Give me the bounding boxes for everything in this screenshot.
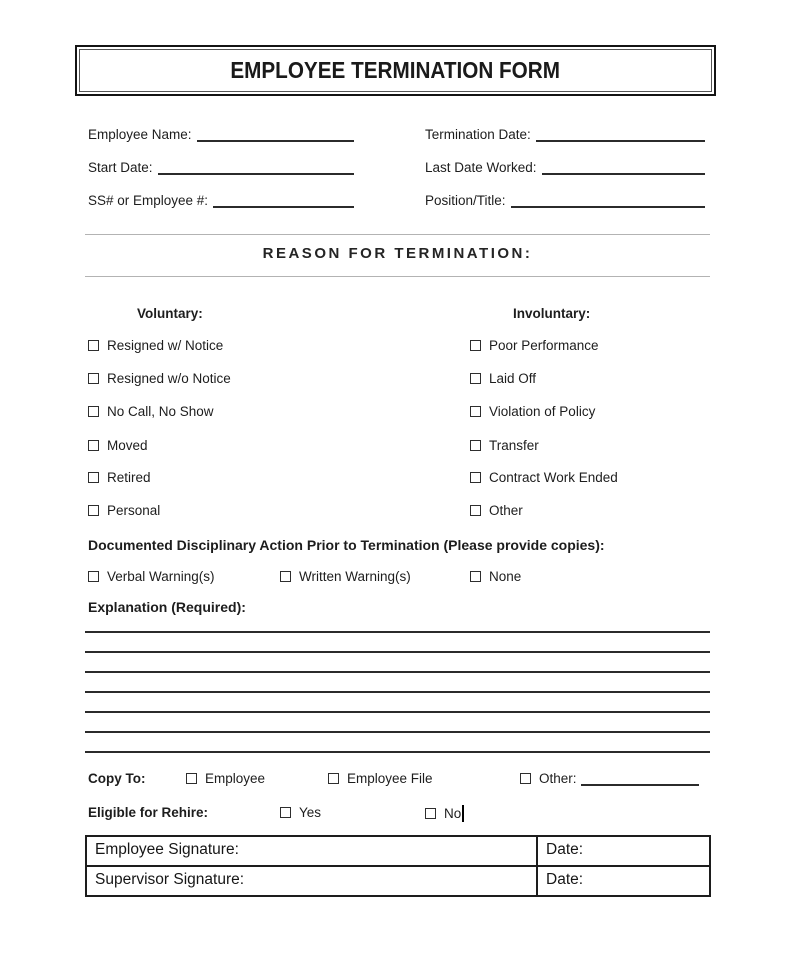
- option-poor-performance[interactable]: [470, 338, 599, 353]
- option-label: Violation of Policy: [489, 404, 596, 419]
- checkbox-icon[interactable]: [328, 773, 339, 784]
- checkbox-icon[interactable]: [186, 773, 197, 784]
- option-rehire-yes[interactable]: [280, 805, 321, 820]
- copy-to-label: Copy To:: [88, 771, 146, 786]
- disciplinary-header: Documented Disciplinary Action Prior to Termination (Please provide copies):: [88, 537, 605, 553]
- option-contract-work-ended[interactable]: [470, 470, 618, 485]
- checkbox-icon[interactable]: [470, 340, 481, 351]
- checkbox-icon[interactable]: [470, 505, 481, 516]
- explanation-lines[interactable]: [85, 631, 710, 771]
- voluntary-header: Voluntary:: [137, 306, 203, 321]
- explanation-line[interactable]: [85, 691, 710, 693]
- employee-name-input[interactable]: [197, 127, 354, 142]
- form-title-inner-border: [79, 49, 712, 92]
- option-label: Yes: [299, 805, 322, 820]
- option-personal[interactable]: [88, 503, 160, 518]
- field-last-date-worked: [425, 155, 705, 175]
- option-label: Contract Work Ended: [489, 470, 618, 485]
- option-label: Laid Off: [489, 371, 537, 386]
- checkbox-icon[interactable]: [88, 472, 99, 483]
- option-transfer[interactable]: [470, 438, 539, 453]
- explanation-line[interactable]: [85, 731, 710, 733]
- checkbox-icon[interactable]: [470, 472, 481, 483]
- checkbox-icon[interactable]: [470, 406, 481, 417]
- divider-top: [85, 234, 710, 235]
- option-copy-employee[interactable]: [186, 771, 265, 786]
- form-title-box: [75, 45, 716, 96]
- checkbox-icon[interactable]: [280, 807, 291, 818]
- ss-employee-number-label: SS# or Employee #:: [88, 193, 209, 208]
- text-cursor: [462, 805, 464, 822]
- page-title: EMPLOYEE TERMINATION FORM: [230, 57, 561, 83]
- option-label: No Call, No Show: [107, 404, 214, 419]
- option-none[interactable]: [470, 569, 521, 584]
- involuntary-header: Involuntary:: [513, 306, 591, 321]
- option-label: Other:: [539, 771, 577, 786]
- last-date-worked-input[interactable]: [542, 160, 705, 175]
- checkbox-icon[interactable]: [88, 505, 99, 516]
- option-verbal-warnings[interactable]: [88, 569, 215, 584]
- option-label: Other: [489, 503, 523, 518]
- option-label: Employee File: [347, 771, 433, 786]
- option-label: Written Warning(s): [299, 569, 411, 584]
- checkbox-icon[interactable]: [88, 373, 99, 384]
- position-title-input[interactable]: [511, 193, 705, 208]
- option-label: Verbal Warning(s): [107, 569, 215, 584]
- supervisor-date-cell[interactable]: Date:: [537, 866, 710, 896]
- explanation-line[interactable]: [85, 651, 710, 653]
- option-copy-employee-file[interactable]: [328, 771, 433, 786]
- table-row: [86, 836, 710, 866]
- option-label: Personal: [107, 503, 161, 518]
- table-row: [86, 866, 710, 896]
- option-label: Transfer: [489, 438, 539, 453]
- option-label: No: [444, 806, 462, 821]
- option-label: Poor Performance: [489, 338, 599, 353]
- option-label: Retired: [107, 470, 151, 485]
- field-ss-employee-number: [88, 188, 354, 208]
- termination-date-label: Termination Date:: [425, 127, 531, 142]
- checkbox-icon[interactable]: [520, 773, 531, 784]
- employee-signature-cell[interactable]: Employee Signature:: [86, 836, 537, 866]
- rehire-label: Eligible for Rehire:: [88, 805, 209, 820]
- option-label: None: [489, 569, 522, 584]
- explanation-line[interactable]: [85, 631, 710, 633]
- field-position-title: [425, 188, 705, 208]
- checkbox-icon[interactable]: [88, 440, 99, 451]
- option-label: Resigned w/ Notice: [107, 338, 224, 353]
- start-date-label: Start Date:: [88, 160, 153, 175]
- employee-date-cell[interactable]: Date:: [537, 836, 710, 866]
- checkbox-icon[interactable]: [470, 571, 481, 582]
- option-other-reason[interactable]: [470, 503, 523, 518]
- option-written-warnings[interactable]: [280, 569, 411, 584]
- option-resigned-wo-notice[interactable]: [88, 371, 231, 386]
- last-date-worked-label: Last Date Worked:: [425, 160, 537, 175]
- option-no-call-no-show[interactable]: [88, 404, 214, 419]
- option-retired[interactable]: [88, 470, 151, 485]
- option-rehire-no[interactable]: [425, 805, 464, 822]
- option-laid-off[interactable]: [470, 371, 536, 386]
- supervisor-signature-cell[interactable]: Supervisor Signature:: [86, 866, 537, 896]
- explanation-label: Explanation (Required):: [88, 599, 246, 615]
- employee-name-label: Employee Name:: [88, 127, 192, 142]
- divider-bottom: [85, 276, 710, 277]
- signature-table: [85, 835, 711, 897]
- option-violation-of-policy[interactable]: [470, 404, 595, 419]
- explanation-line[interactable]: [85, 671, 710, 673]
- checkbox-icon[interactable]: [470, 440, 481, 451]
- section-header-reason: REASON FOR TERMINATION:: [262, 245, 533, 262]
- position-title-label: Position/Title:: [425, 193, 506, 208]
- checkbox-icon[interactable]: [88, 406, 99, 417]
- option-label: Employee: [205, 771, 266, 786]
- copy-other-input[interactable]: [581, 772, 699, 786]
- checkbox-icon[interactable]: [425, 808, 436, 819]
- option-moved[interactable]: [88, 438, 148, 453]
- option-label: Moved: [107, 438, 148, 453]
- explanation-line[interactable]: [85, 711, 710, 713]
- start-date-input[interactable]: [158, 160, 354, 175]
- checkbox-icon[interactable]: [88, 340, 99, 351]
- checkbox-icon[interactable]: [88, 571, 99, 582]
- termination-date-input[interactable]: [536, 127, 705, 142]
- field-termination-date: [425, 122, 705, 142]
- field-start-date: [88, 155, 354, 175]
- option-resigned-w-notice[interactable]: [88, 338, 223, 353]
- checkbox-icon[interactable]: [280, 571, 291, 582]
- field-employee-name: [88, 122, 354, 142]
- checkbox-icon[interactable]: [470, 373, 481, 384]
- option-label: Resigned w/o Notice: [107, 371, 231, 386]
- option-copy-other[interactable]: [520, 771, 699, 786]
- ss-employee-number-input[interactable]: [213, 193, 354, 208]
- explanation-line[interactable]: [85, 751, 710, 753]
